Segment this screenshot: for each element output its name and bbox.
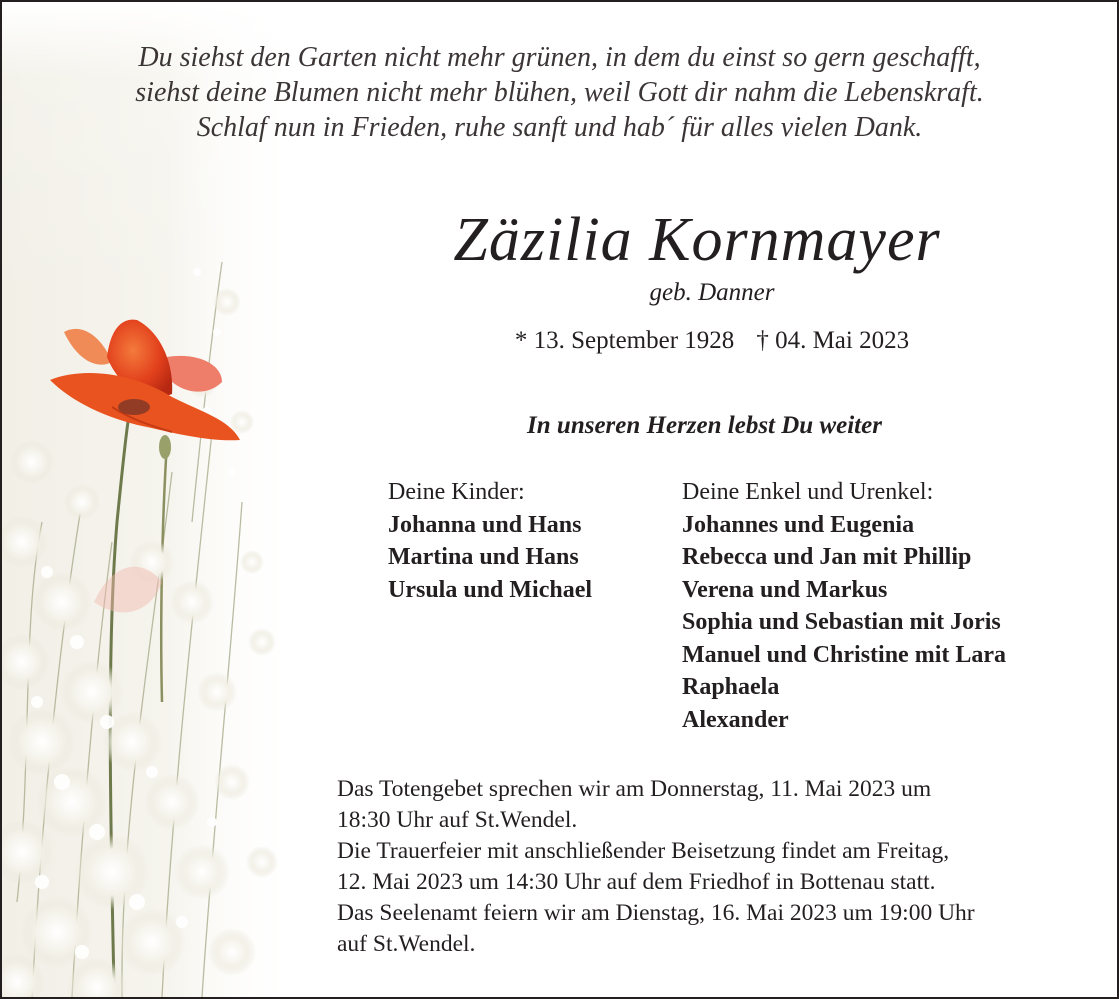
- grandchildren-list: [682, 476, 1006, 736]
- list-item: Rebecca und Jan mit Phillip: [682, 544, 972, 570]
- list-item: Manuel und Christine mit Lara: [682, 641, 1007, 668]
- list-item: Johannes und Eugenia: [682, 511, 915, 538]
- list-item: Martina und Hans: [388, 544, 579, 570]
- notice-line: Das Totengebet sprechen wir am Donnerstag, 11. Mai 2023 um: [337, 776, 932, 802]
- list-item: Raphaela: [682, 674, 780, 700]
- list-item: Sophia und Sebastian mit Joris: [682, 609, 1001, 635]
- poem-line: Du siehst den Garten nicht mehr grünen, in dem du einst so gern geschafft,: [138, 42, 981, 73]
- birth-date: * 13. September 1928: [514, 327, 735, 354]
- life-dates: [432, 324, 992, 358]
- notice-line: auf St.Wendel.: [337, 931, 476, 957]
- deceased-name: Zäzilia Kornmayer: [453, 206, 941, 274]
- service-notice: [337, 774, 1077, 960]
- memorial-poem: [42, 40, 1077, 145]
- children-list: [388, 476, 592, 606]
- grandchildren-heading: Deine Enkel und Urenkel:: [682, 479, 934, 505]
- notice-line: 12. Mai 2023 um 14:30 Uhr auf dem Friedhof in Bottenau statt.: [337, 869, 936, 895]
- list-item: Johanna und Hans: [388, 511, 582, 538]
- poem-line: siehst deine Blumen nicht mehr blühen, weil Gott dir nahm die Lebenskraft.: [135, 77, 984, 108]
- birth-name: geb. Danner: [649, 279, 775, 306]
- poem-line: Schlaf nun in Frieden, ruhe sanft und hab´ für alles vielen Dank.: [196, 112, 923, 143]
- notice-line: Die Trauerfeier mit anschließender Beisetzung findet am Freitag,: [337, 838, 950, 864]
- obituary-content: [2, 2, 1117, 997]
- children-heading: Deine Kinder:: [388, 479, 525, 505]
- list-item: Ursula und Michael: [388, 576, 593, 603]
- notice-line: Das Seelenamt feiern wir am Dienstag, 16. Mai 2023 um 19:00 Uhr: [337, 900, 975, 926]
- notice-line: 18:30 Uhr auf St.Wendel.: [337, 807, 578, 833]
- list-item: Alexander: [682, 706, 789, 733]
- death-date: † 04. Mai 2023: [756, 327, 910, 354]
- memorial-motto: In unseren Herzen lebst Du weiter: [527, 412, 882, 439]
- list-item: Verena und Markus: [682, 576, 888, 603]
